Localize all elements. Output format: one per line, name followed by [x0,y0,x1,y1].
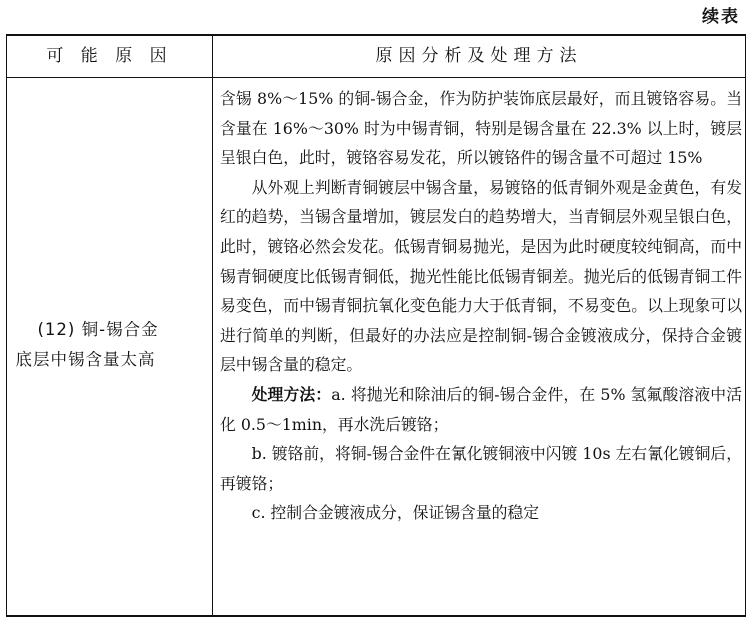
method-label: 处理方法： [251,384,332,404]
column-divider [212,36,213,615]
method-paragraph-b: b. 镀铬前，将铜-锡合金件在氰化镀铜液中闪镀 10s 左右氰化镀铜后，再镀铬； [220,444,742,493]
cause-cell [7,78,212,615]
cause-line-2: 底层中锡含量太高 [15,349,156,369]
table-header-row [7,36,745,78]
header-analysis-method: 原因分析及处理方法 [375,46,583,66]
method-a-text: a. 将抛光和除油后的铜-锡合金件，在 5% 氢氟酸溶液中活化 0.5～1min，再水洗后镀铬； [220,384,742,434]
cause-analysis-table [6,34,746,617]
continued-table-label: 续表 [702,7,740,27]
cause-line-1: (12) 铜-锡合金 [37,319,159,339]
cause-text [14,315,206,375]
analysis-paragraph-2: 从外观上判断青铜镀层中锡含量，易镀铬的低青铜外观是金黄色，有发红的趋势，当锡含量增加，镀层发白的趋势增大，当青铜层外观呈银白色，此时，镀铬必然会发花。低锡青铜易抛光，是因为此时硬度较纯铜高，而中锡青铜硬度比低锡青铜低，抛光性能比低锡青铜差。抛光后的低锡青铜工件易变色，而中锡青铜抗氧化变色能力大于低青铜，不易变色。以上现象可以进行简单的判断，但最好的办法应是控制铜-锡合金镀液成分，保持合金镀层中锡含量的稳定。 [220,177,742,375]
method-paragraph-c: c. 控制合金镀液成分，保证锡含量的稳定 [251,503,540,523]
method-paragraph-a [220,380,742,439]
analysis-cell [220,84,742,528]
analysis-paragraph-1: 含锡 8%～15% 的铜-锡合金，作为防护装饰底层最好，而且镀铬容易。当含量在 16%～30% 时为中锡青铜，特别是锡含量在 22.3% 以上时，镀层呈银白色，此时，镀铬容易发花，所以镀铬件的锡含量不可超过 15% [220,89,742,168]
header-possible-cause: 可 能 原 因 [46,46,173,66]
